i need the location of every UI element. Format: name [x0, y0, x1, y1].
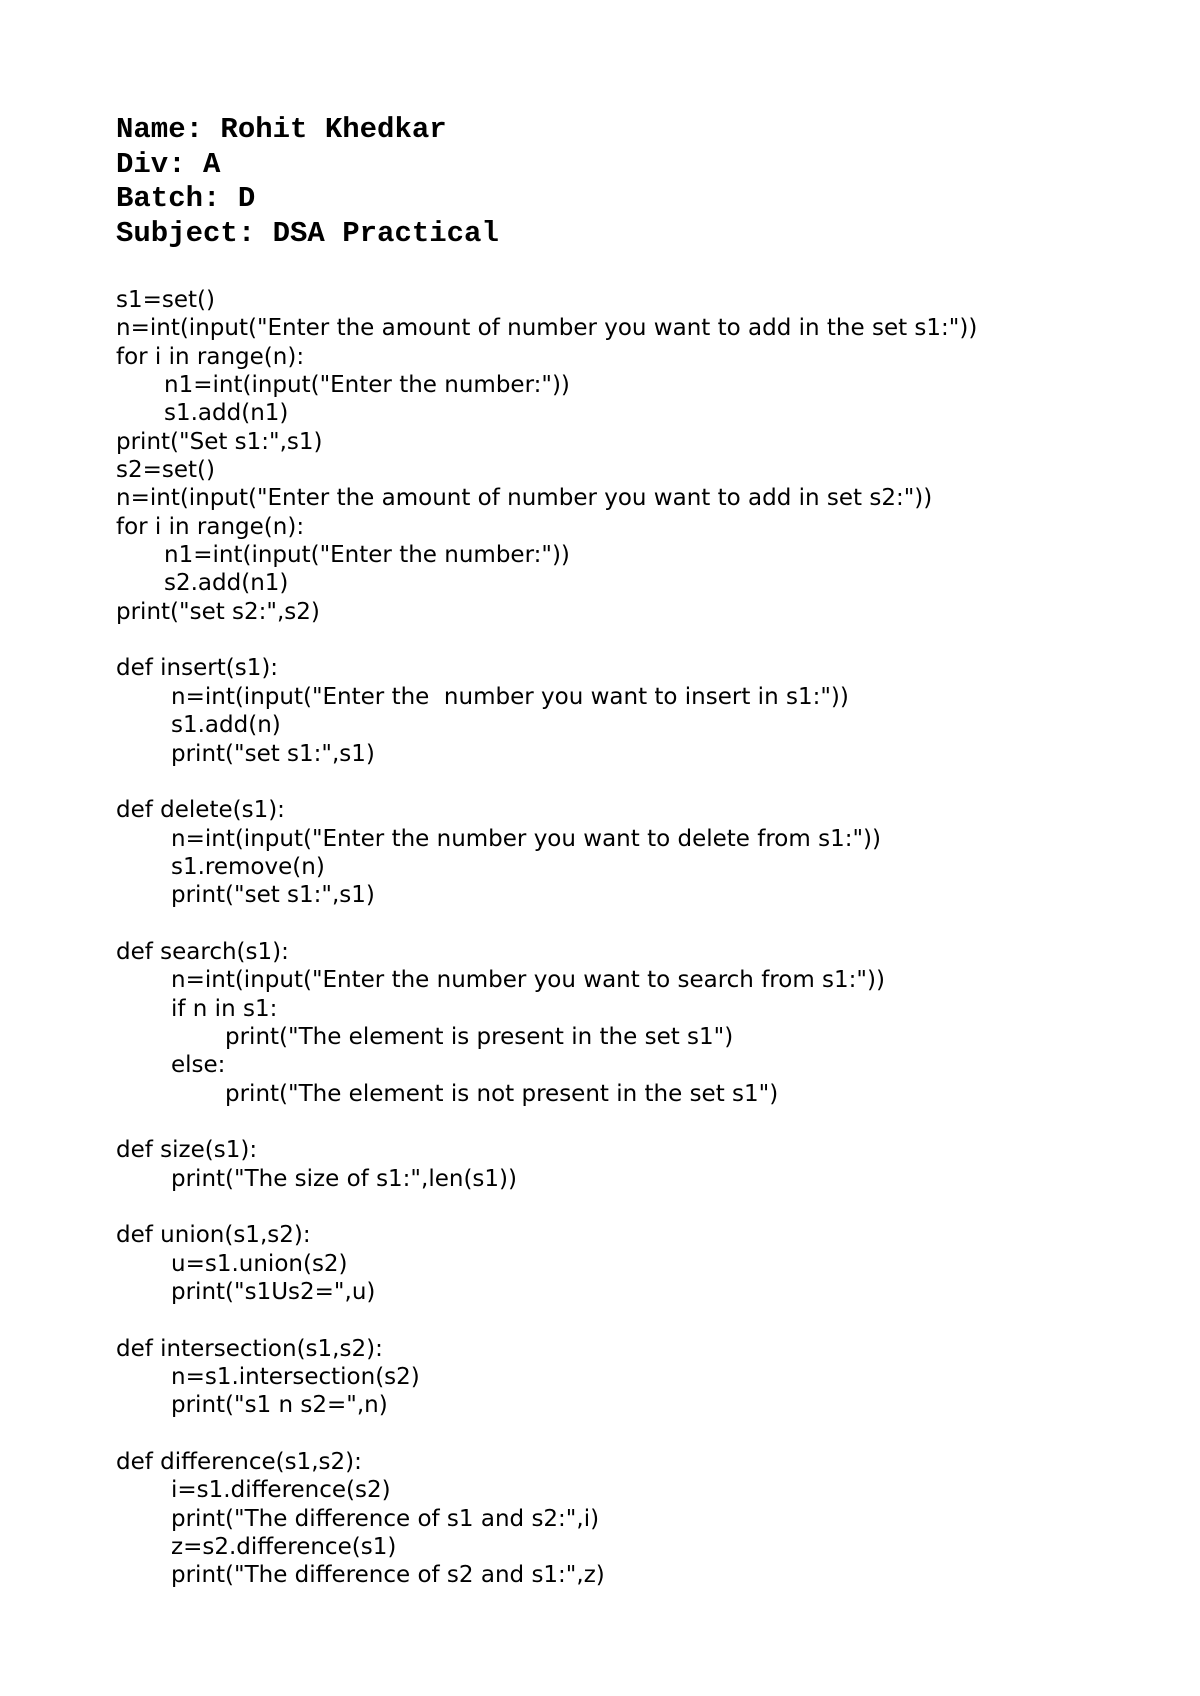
student-name: Name: Rohit Khedkar: [116, 113, 447, 146]
code-line: s1.add(n1): [164, 400, 289, 427]
code-line: print("The size of s1:",len(s1)): [171, 1165, 517, 1192]
code-line: for i in range(n):: [116, 513, 305, 540]
code-line: def intersection(s1,s2):: [116, 1335, 383, 1362]
code-line: n=int(input("Enter the number you want to insert in s1:")): [171, 683, 849, 710]
code-line: print("The difference of s2 and s1:",z): [171, 1562, 605, 1589]
blank-line: [116, 626, 977, 654]
code-line: n1=int(input("Enter the number:")): [164, 542, 570, 569]
student-batch: Batch: D: [116, 182, 256, 215]
code-line: print("s1 n s2=",n): [171, 1392, 388, 1419]
code-line: def difference(s1,s2):: [116, 1449, 362, 1476]
code-line: s1.add(n): [171, 712, 281, 739]
code-line: n=s1.intersection(s2): [171, 1364, 420, 1391]
code-line: n=int(input("Enter the number you want to search from s1:")): [171, 967, 885, 994]
code-line: def insert(s1):: [116, 655, 279, 682]
subject-title: Subject: DSA Practical: [116, 216, 499, 250]
code-line: def union(s1,s2):: [116, 1222, 311, 1249]
code-line: s2=set(): [116, 457, 215, 484]
code-line: n=int(input("Enter the amount of number you want to add in set s2:")): [116, 485, 933, 512]
student-info-header: [116, 113, 499, 251]
code-line: i=s1.difference(s2): [171, 1477, 391, 1504]
code-line: s2.add(n1): [164, 570, 289, 597]
code-line: n1=int(input("Enter the number:")): [164, 372, 570, 399]
code-line: for i in range(n):: [116, 343, 305, 370]
code-line: def size(s1):: [116, 1137, 258, 1164]
student-division: Div: A: [116, 147, 221, 181]
blank-line: [116, 1108, 977, 1136]
code-line: print("set s2:",s2): [116, 598, 320, 625]
code-line: else:: [171, 1052, 226, 1079]
blank-line: [116, 1420, 977, 1448]
code-line: s1.remove(n): [171, 853, 325, 880]
code-line: print("The element is present in the set s1"): [225, 1023, 734, 1050]
code-line: print("set s1:",s1): [171, 882, 375, 909]
code-listing: [116, 286, 977, 1590]
blank-line: [116, 768, 977, 796]
code-line: print("s1Us2=",u): [171, 1279, 376, 1306]
code-line: u=s1.union(s2): [171, 1250, 348, 1277]
blank-line: [116, 1193, 977, 1221]
blank-line: [116, 910, 977, 938]
code-line: print("Set s1:",s1): [116, 428, 323, 455]
code-line: print("The difference of s1 and s2:",i): [171, 1505, 600, 1532]
code-line: z=s2.difference(s1): [171, 1534, 397, 1561]
code-line: print("set s1:",s1): [171, 740, 375, 767]
code-line: def delete(s1):: [116, 797, 285, 824]
code-line: def search(s1):: [116, 938, 289, 965]
code-line: print("The element is not present in the set s1"): [225, 1080, 779, 1107]
code-line: n=int(input("Enter the amount of number you want to add in the set s1:")): [116, 315, 978, 342]
code-line: n=int(input("Enter the number you want to delete from s1:")): [171, 825, 881, 852]
blank-line: [116, 1306, 977, 1334]
code-line: if n in s1:: [171, 995, 278, 1022]
code-line: s1=set(): [116, 287, 215, 313]
